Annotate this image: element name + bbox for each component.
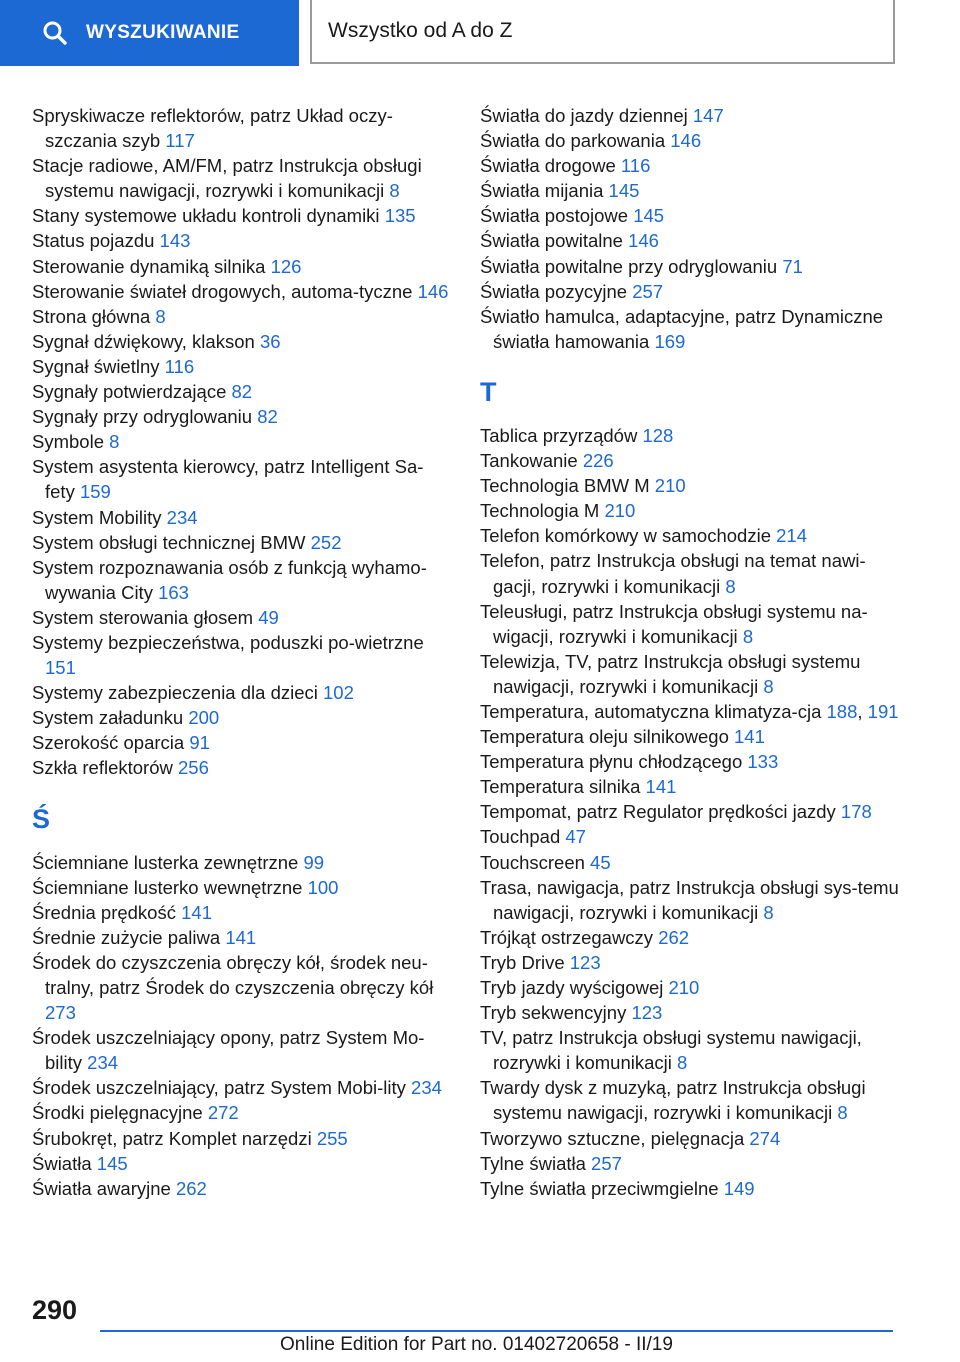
index-entry — [480, 128, 900, 153]
entry-term: Tryb sekwencyjny — [480, 1002, 627, 1024]
entry-term: Światła pozycyjne — [480, 280, 628, 302]
page-link[interactable]: 71 — [782, 255, 803, 277]
index-entry — [480, 103, 900, 128]
page-link[interactable]: 82 — [257, 406, 278, 428]
page-link[interactable]: 141 — [645, 776, 677, 798]
index-entry — [480, 1000, 900, 1025]
page-link[interactable]: 143 — [159, 230, 191, 252]
page-link[interactable]: 257 — [591, 1152, 622, 1174]
entry-term: Temperatura płynu chłodzącego — [480, 751, 743, 773]
page-link[interactable]: 200 — [188, 707, 220, 729]
page-link[interactable]: 8 — [389, 180, 400, 202]
page-link[interactable]: 135 — [384, 205, 416, 227]
index-entry — [32, 379, 452, 404]
page-link[interactable]: 8 — [725, 575, 736, 597]
index-entry — [480, 724, 900, 749]
page-link[interactable]: 82 — [231, 381, 253, 403]
entry-term: Tempomat, patrz Regulator prędkości jazdy — [480, 801, 836, 823]
page-link[interactable]: 49 — [258, 606, 279, 628]
entry-term: Światła awaryjne — [32, 1177, 171, 1199]
search-tab[interactable] — [0, 0, 299, 66]
index-entry — [32, 429, 452, 454]
index-column-right — [480, 103, 900, 1201]
entry-term: Sygnał świetlny — [32, 355, 160, 377]
page-link[interactable]: 256 — [178, 757, 209, 779]
entry-term: Średnie zużycie paliwa — [32, 926, 221, 948]
page-link[interactable]: 102 — [323, 682, 354, 704]
entry-term: Touchpad — [480, 826, 561, 848]
entry-term: Ściemniane lusterko wewnętrzne — [32, 876, 303, 898]
page-link[interactable]: 117 — [165, 130, 195, 152]
search-icon — [42, 20, 68, 46]
index-entry — [32, 900, 452, 925]
page-link[interactable]: 128 — [642, 424, 674, 446]
entry-term: Twardy dysk z muzyką, patrz Instrukcja obsługi systemu nawigacji, rozrywki i komunikacji — [480, 1077, 866, 1124]
index-entry — [480, 1025, 900, 1075]
entry-term: Sterowanie świateł drogowych, automa-tyczne — [32, 280, 413, 302]
page-link[interactable]: 91 — [189, 732, 210, 754]
page-link[interactable]: 45 — [590, 851, 611, 873]
page-link[interactable]: 234 — [87, 1052, 119, 1074]
index-entry — [32, 630, 452, 680]
index-entry — [480, 925, 900, 950]
page-link[interactable]: 262 — [175, 1177, 207, 1199]
page-link[interactable]: 146 — [417, 280, 449, 302]
entry-term: System załadunku — [32, 707, 184, 729]
index-entry — [32, 530, 452, 555]
index-entry — [32, 1025, 452, 1075]
entry-term: Tylne światła — [480, 1152, 586, 1174]
entry-term: Światło hamulca, adaptacyjne, patrz Dynamiczne światła hamowania — [480, 305, 884, 352]
index-entry — [480, 254, 900, 279]
entry-term: Technologia BMW M — [480, 475, 650, 497]
index-entry — [480, 649, 900, 699]
entry-term: Sygnały potwierdzające — [32, 381, 227, 403]
index-entry — [32, 755, 452, 780]
entry-term: Strona główna — [32, 305, 151, 327]
index-entry — [32, 279, 452, 304]
page-link[interactable]: 141 — [225, 926, 257, 948]
entry-term: System asystenta kierowcy, patrz Intelligent Sa-fety — [32, 456, 424, 503]
page-link[interactable]: 262 — [658, 926, 690, 948]
page-link[interactable]: 47 — [565, 826, 586, 848]
page-link[interactable]: 126 — [270, 255, 302, 277]
page-link[interactable]: 151 — [45, 657, 76, 679]
page-link[interactable]: 116 — [164, 355, 195, 377]
entry-term: Światła — [32, 1152, 92, 1174]
entry-term: Tryb Drive — [480, 951, 565, 973]
page-link[interactable]: 145 — [633, 205, 665, 227]
index-entry — [32, 1126, 452, 1151]
index-entry — [480, 448, 900, 473]
entry-term: Status pojazdu — [32, 230, 155, 252]
index-entry — [32, 925, 452, 950]
index-entry — [32, 404, 452, 429]
index-entry — [32, 254, 452, 279]
page-link[interactable]: 146 — [628, 230, 659, 252]
index-entry — [480, 749, 900, 774]
index-entry — [32, 354, 452, 379]
page-link[interactable]: 178 — [840, 801, 872, 823]
entry-term: Tablica przyrządów — [480, 424, 638, 446]
page-number: 290 — [32, 1295, 78, 1325]
entry-term: Temperatura, automatyczna klimatyza-cja — [480, 700, 822, 722]
entry-term: Teleusługi, patrz Instrukcja obsługi systemu na-wigacji, rozrywki i komunikacji — [480, 600, 868, 647]
entry-term: Stany systemowe układu kontroli dynamiki — [32, 205, 380, 227]
page-link[interactable]: 133 — [747, 751, 779, 773]
page-link[interactable]: 8 — [155, 305, 166, 327]
index-entry — [32, 875, 452, 900]
entry-term: Szkła reflektorów — [32, 757, 173, 779]
entry-term: Średnia prędkość — [32, 901, 176, 923]
index-entry — [480, 799, 900, 824]
entry-term: Światła powitalne — [480, 230, 623, 252]
page-link[interactable]: 147 — [692, 105, 724, 126]
page-link[interactable]: 210 — [654, 475, 686, 497]
entry-term: Tylne światła przeciwmgielne — [480, 1177, 719, 1199]
entry-term: Temperatura silnika — [480, 776, 641, 798]
footer-edition-text: Online Edition for Part no. 01402720658 - II/19 — [280, 1334, 673, 1355]
page-link[interactable]: 145 — [96, 1152, 128, 1174]
page-link[interactable]: 123 — [631, 1002, 663, 1024]
entry-term: Trójkąt ostrzegawczy — [480, 926, 654, 948]
top-bar — [0, 0, 960, 66]
index-entry — [480, 774, 900, 799]
index-entry — [480, 423, 900, 448]
index-column-left — [32, 103, 452, 1201]
index-entry — [32, 1151, 452, 1176]
page-link[interactable]: 145 — [608, 180, 640, 202]
entry-term: Środki pielęgnacyjne — [32, 1102, 203, 1124]
entry-term: Telefon komórkowy w samochodzie — [480, 525, 771, 547]
entry-term: Temperatura oleju silnikowego — [480, 726, 729, 748]
entry-term: Sygnał dźwiękowy, klakson — [32, 330, 255, 352]
entry-term: Środek uszczelniający, patrz System Mobi-lity — [32, 1077, 406, 1099]
entry-term: Światła do parkowania — [480, 130, 666, 152]
index-entry — [480, 203, 900, 228]
page-link[interactable]: 234 — [411, 1077, 442, 1099]
entry-term: Tryb jazdy wyścigowej — [480, 977, 664, 998]
index-entry — [480, 279, 900, 304]
section-letter: Ś — [32, 803, 51, 834]
index-entry — [480, 473, 900, 498]
page-link[interactable]: 210 — [604, 500, 636, 522]
page-link[interactable]: 159 — [79, 481, 111, 503]
entry-term: Światła powitalne przy odryglowaniu — [480, 255, 778, 277]
index-entry — [480, 498, 900, 523]
section-title: Wszystko od A do Z — [328, 19, 513, 42]
page-link[interactable]: 274 — [749, 1127, 781, 1149]
index-entry — [480, 153, 900, 178]
entry-term: Telewizja, TV, patrz Instrukcja obsługi systemu nawigacji, rozrywki i komunikacji — [480, 650, 861, 697]
page-link[interactable]: 141 — [734, 726, 765, 748]
index-entry — [480, 1176, 900, 1201]
index-entry — [32, 304, 452, 329]
entry-term: System obsługi technicznej BMW — [32, 531, 306, 553]
page-link[interactable]: 36 — [259, 330, 281, 352]
index-entry — [32, 730, 452, 755]
index-entry — [32, 454, 452, 504]
index-entry — [32, 103, 452, 153]
page-link[interactable]: 149 — [723, 1177, 755, 1199]
index-entry — [32, 1075, 452, 1100]
entry-term: Światła do jazdy dziennej — [480, 105, 688, 126]
index-entry — [32, 705, 452, 730]
entry-term: Systemy bezpieczeństwa, poduszki po-wietrzne — [32, 631, 424, 653]
entry-term: Stacje radiowe, AM/FM, patrz Instrukcja obsługi systemu nawigacji, rozrywki i komunikacji — [32, 155, 422, 202]
page-link[interactable]: 8 — [763, 901, 774, 923]
entry-term: Sterowanie dynamiką silnika — [32, 255, 266, 277]
entry-term: System sterowania głosem — [32, 606, 254, 628]
index-entry — [32, 950, 452, 1025]
page-link[interactable]: 252 — [310, 531, 342, 553]
index-entry — [480, 599, 900, 649]
page-link[interactable]: 8 — [742, 625, 754, 647]
page-link[interactable]: 8 — [763, 675, 774, 697]
page-link[interactable]: 8 — [677, 1052, 688, 1074]
entry-term: Szerokość oparcia — [32, 732, 185, 754]
entry-term: Telefon, patrz Instrukcja obsługi na temat nawi-gacji, rozrywki i komunikacji — [480, 550, 866, 597]
index-entry — [480, 548, 900, 598]
entry-term: Symbole — [32, 431, 104, 453]
page-link[interactable]: 257 — [632, 280, 664, 302]
page-link[interactable]: 141 — [181, 901, 212, 923]
index-entry — [32, 605, 452, 630]
page-link[interactable]: 210 — [668, 977, 700, 998]
index-entry — [480, 523, 900, 548]
entry-term: Touchscreen — [480, 851, 585, 873]
index-entry — [32, 505, 452, 530]
entry-term: Środek uszczelniający opony, patrz System Mo-bility — [32, 1027, 425, 1074]
index-entry — [32, 850, 452, 875]
index-entry — [480, 850, 900, 875]
entry-term: TV, patrz Instrukcja obsługi systemu nawigacji, rozrywki i komunikacji — [480, 1027, 862, 1074]
page-link[interactable]: 123 — [569, 951, 601, 973]
index-entry — [480, 1126, 900, 1151]
page-link[interactable]: 116 — [620, 155, 651, 177]
entry-term: System rozpoznawania osób z funkcją wyhamo-wywania City — [32, 556, 427, 603]
page-link[interactable]: 169 — [654, 330, 686, 352]
entry-term: Światła drogowe — [480, 155, 616, 177]
page-link[interactable]: 163 — [158, 581, 189, 603]
index-entry — [480, 1151, 900, 1176]
page-link[interactable]: 99 — [303, 851, 325, 873]
page-link[interactable]: 146 — [670, 130, 702, 152]
page-link[interactable]: 226 — [582, 450, 614, 472]
page-link[interactable]: 234 — [166, 506, 198, 528]
index-entry — [480, 178, 900, 203]
index-entry — [32, 228, 452, 253]
index-entry — [480, 304, 900, 354]
index-entry — [480, 824, 900, 849]
page-link[interactable]: 188 — [826, 700, 858, 722]
search-tab-label: WYSZUKIWANIE — [86, 22, 240, 43]
entry-term: Trasa, nawigacja, patrz Instrukcja obsługi sys-temu nawigacji, rozrywki i komunikacji — [480, 876, 899, 923]
index-entry — [480, 228, 900, 253]
section-letter: T — [480, 376, 497, 407]
entry-term: Spryskiwacze reflektorów, patrz Układ oczy-szczania szyb — [32, 105, 393, 152]
entry-term: System Mobility — [32, 506, 162, 528]
index-entry: Temperatura, automatyczna klimatyza-cja 188, 191 — [480, 700, 899, 722]
page-link[interactable]: 100 — [307, 876, 339, 898]
entry-term: Tankowanie — [480, 450, 578, 472]
index-entry — [32, 555, 452, 605]
entry-term: Światła postojowe — [480, 205, 629, 227]
index-entry — [32, 329, 452, 354]
index-entry — [32, 1100, 452, 1125]
entry-term: Systemy zabezpieczenia dla dzieci — [32, 682, 318, 704]
page-link[interactable]: 273 — [45, 1002, 76, 1024]
entry-term: Ściemniane lusterka zewnętrzne — [32, 851, 299, 873]
entry-term: Środek do czyszczenia obręczy kół, środek neu-tralny, patrz Środek do czyszczenia obręczy kół — [32, 951, 434, 998]
index-entry — [480, 975, 900, 1000]
index-entry — [480, 875, 900, 925]
entry-term: Tworzywo sztuczne, pielęgnacja — [480, 1127, 745, 1149]
page-link[interactable]: 8 — [837, 1102, 848, 1124]
page-link[interactable]: 191 — [867, 700, 899, 722]
page-link[interactable]: 272 — [207, 1102, 239, 1124]
footer-divider — [100, 1330, 893, 1332]
index-entry — [480, 1075, 900, 1125]
section-title-tab[interactable] — [310, 0, 895, 64]
entry-term: Śrubokręt, patrz Komplet narzędzi — [32, 1127, 312, 1149]
page-link[interactable]: 8 — [109, 431, 120, 453]
index-entry — [32, 1176, 452, 1201]
entry-term: Sygnały przy odryglowaniu — [32, 406, 253, 428]
index-entry — [480, 950, 900, 975]
entry-term: Technologia M — [480, 500, 600, 522]
index-entry — [32, 153, 452, 203]
entry-term: Światła mijania — [480, 180, 604, 202]
index-entry — [32, 203, 452, 228]
index-entry — [32, 680, 452, 705]
page-link[interactable]: 255 — [316, 1127, 348, 1149]
page-link[interactable]: 214 — [776, 525, 808, 547]
